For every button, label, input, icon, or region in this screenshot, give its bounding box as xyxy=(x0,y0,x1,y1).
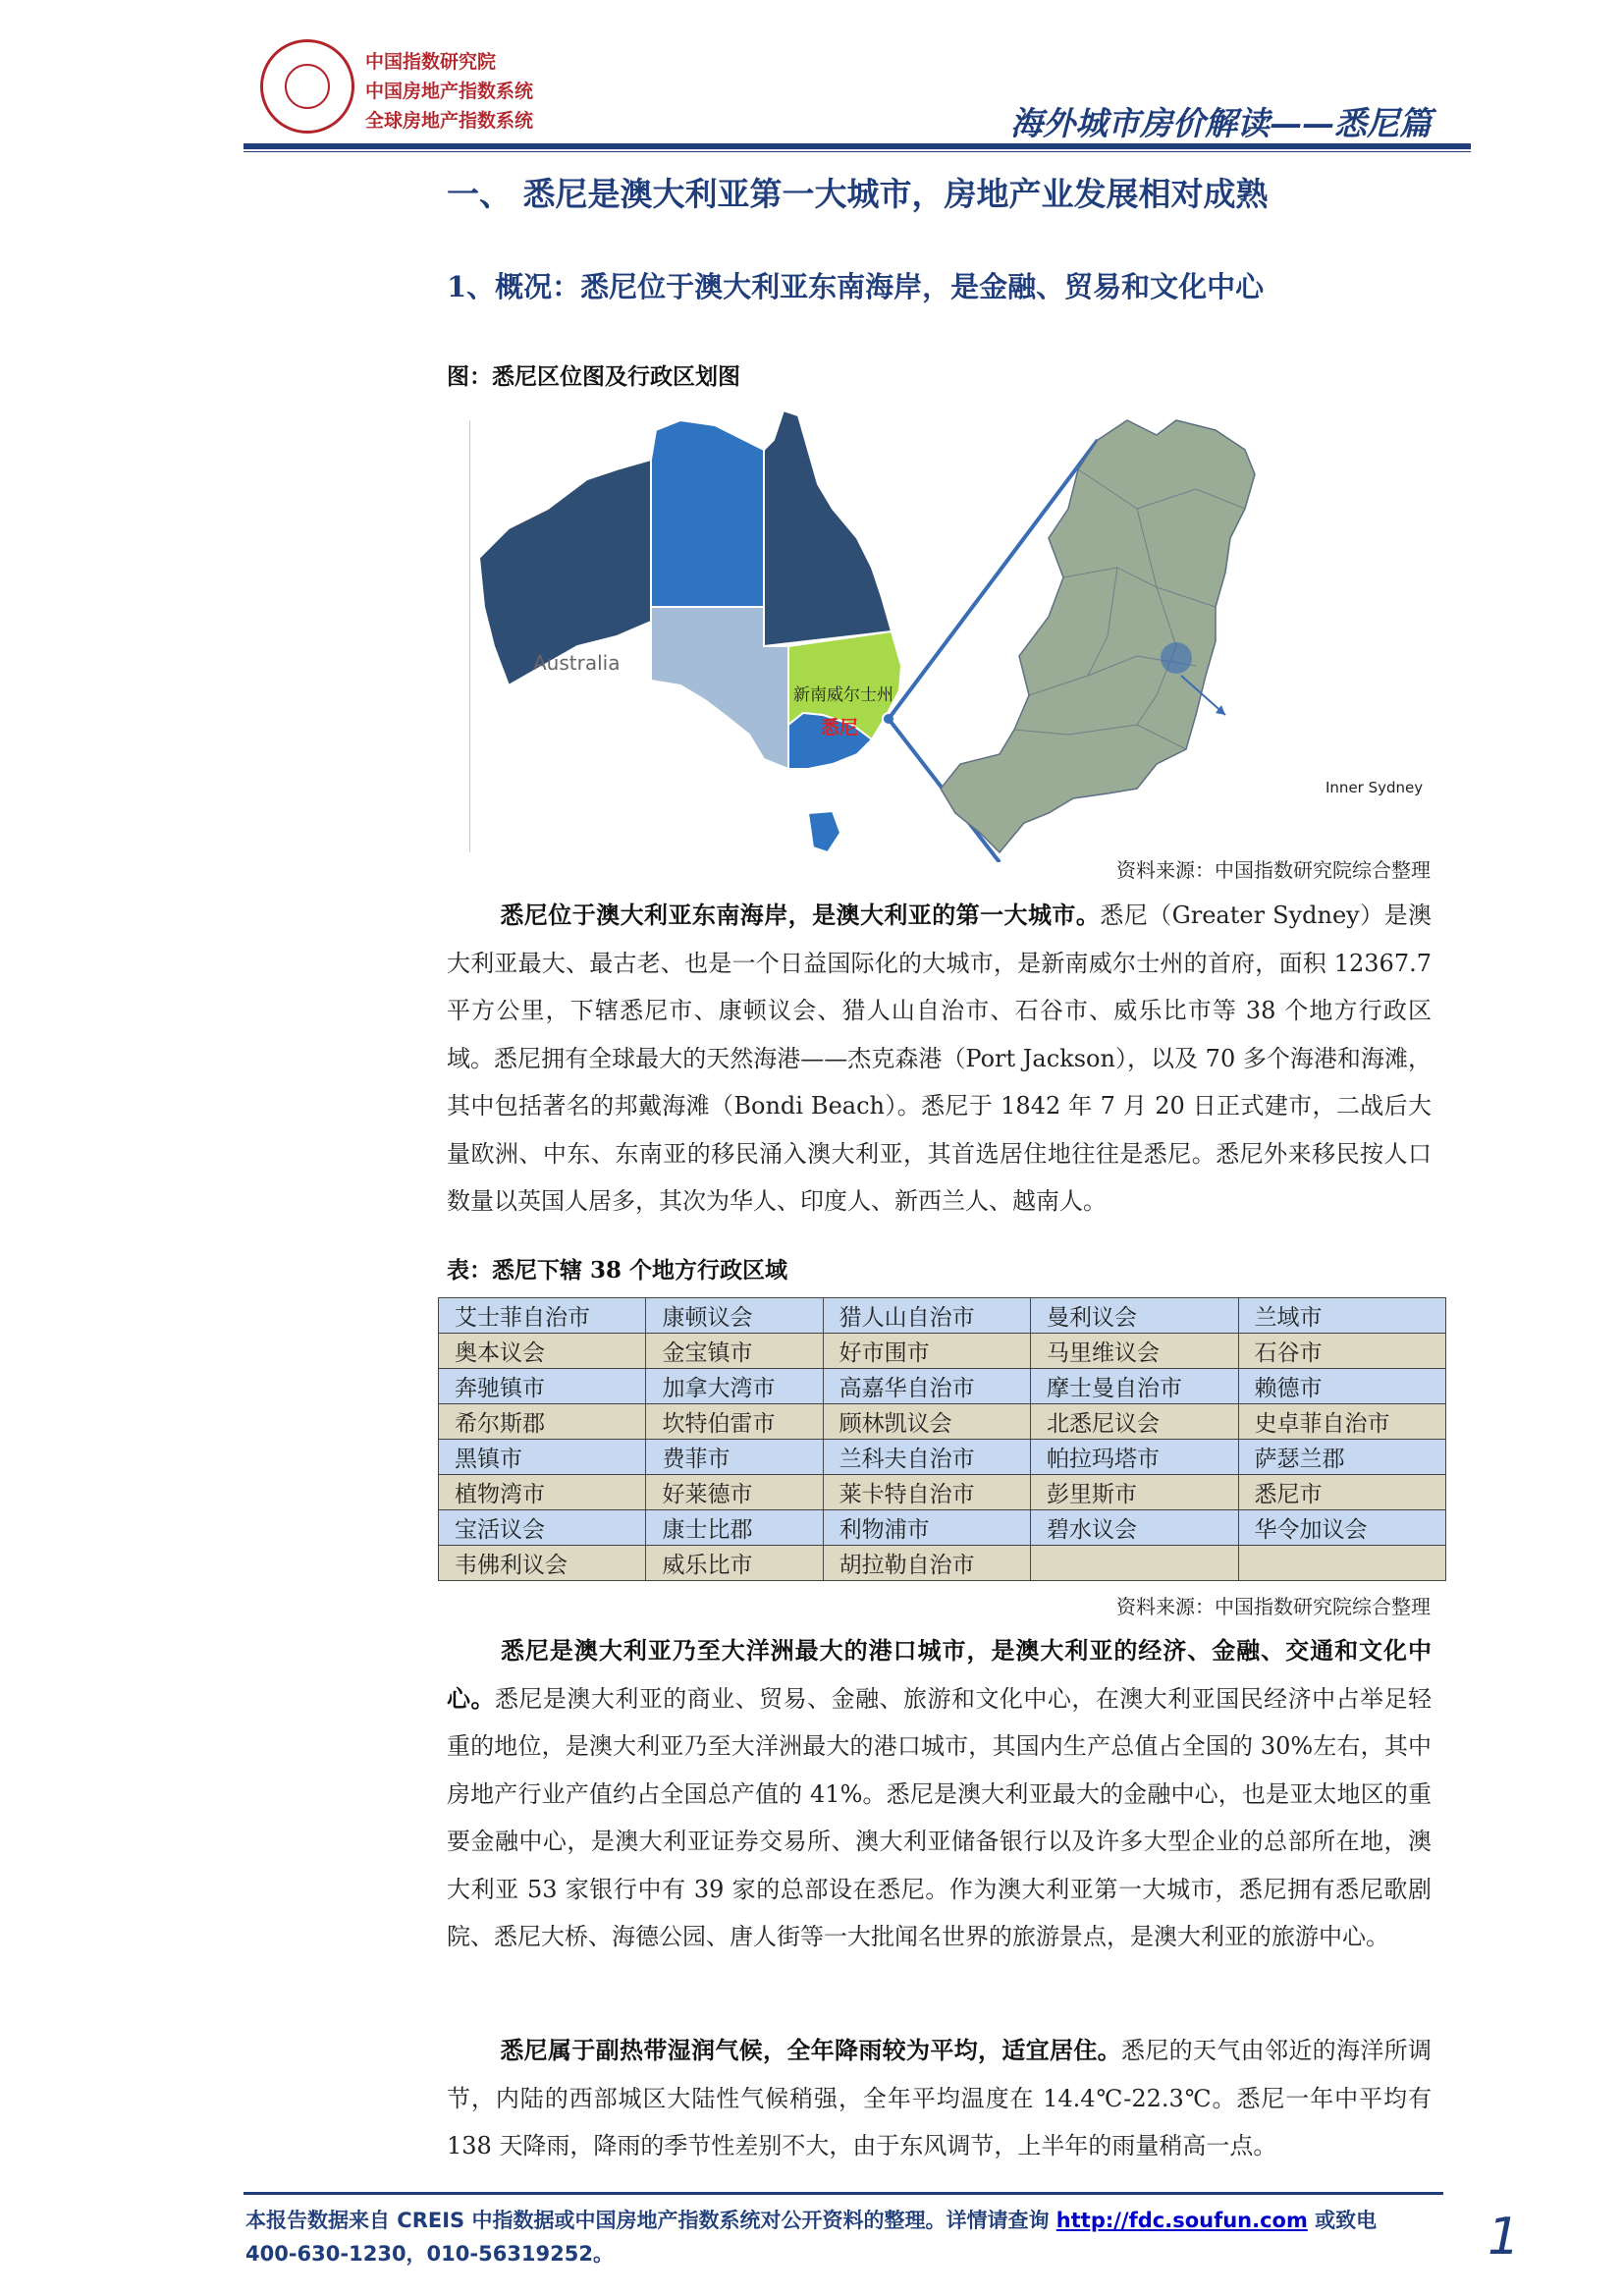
paragraph-climate-lead: 悉尼属于副热带湿润气候，全年降雨较为平均，适宜居住。 xyxy=(500,2036,1121,2064)
footer-note xyxy=(245,2204,1434,2270)
paragraph-overview-body: 悉尼（Greater Sydney）是澳大利亚最大、最古老、也是一个日益国际化的大城市，是新南威尔士州的首府，面积 12367.7 平方公里，下辖悉尼市、康顿议会、猎人山自治市、石谷市、威乐比市等 38 个地方行政区域。悉尼拥有全球最大的天然海港——杰克森港（Port Jackson），以及 70 多个海港和海滩，其中包括著名的邦戴海滩（Bondi Beach）。悉尼于 1842 年 7 月 20 日正式建市，二战后大量欧洲、中东、东南亚的移民涌入澳大利亚，其首选居住地往往是悉尼。悉尼外来移民按人口数量以英国人居多，其次为华人、印度人、新西兰人、越南人。 xyxy=(447,902,1433,1215)
table-cell: 帕拉玛塔市 xyxy=(1031,1440,1238,1475)
table-cell xyxy=(1238,1546,1446,1581)
greater-sydney-map xyxy=(941,420,1255,852)
northern-territory-region xyxy=(651,420,764,607)
table-cell: 好莱德市 xyxy=(646,1475,823,1510)
table-cell: 顾林凯议会 xyxy=(823,1404,1030,1440)
table-row xyxy=(439,1475,1446,1510)
paragraph-overview xyxy=(447,892,1432,1226)
table-row xyxy=(439,1440,1446,1475)
table-cell: 宝活议会 xyxy=(439,1510,646,1546)
table-cell: 利物浦市 xyxy=(823,1510,1030,1546)
table-row xyxy=(439,1510,1446,1546)
inner-sydney-label: Inner Sydney xyxy=(1325,779,1424,796)
table-row xyxy=(439,1334,1446,1369)
table-cell: 奔驰镇市 xyxy=(439,1369,646,1404)
paragraph-economy xyxy=(447,1627,1432,1961)
paragraph-overview-lead: 悉尼位于澳大利亚东南海岸，是澳大利亚的第一大城市。 xyxy=(500,901,1101,929)
table-cell: 悉尼市 xyxy=(1238,1475,1446,1510)
logo-emblem xyxy=(285,64,330,109)
footer-divider xyxy=(243,2192,1443,2195)
table-cell xyxy=(1031,1546,1238,1581)
table-cell: 好市围市 xyxy=(823,1334,1030,1369)
location-map-figure xyxy=(469,401,1451,862)
section-heading: 一、 悉尼是澳大利亚第一大城市，房地产业发展相对成熟 xyxy=(447,175,1269,213)
report-title: 海外城市房价解读——悉尼篇 xyxy=(1010,104,1432,142)
table-cell: 金宝镇市 xyxy=(646,1334,823,1369)
table-row xyxy=(439,1546,1446,1581)
table-cell: 坎特伯雷市 xyxy=(646,1404,823,1440)
table-cell: 北悉尼议会 xyxy=(1031,1404,1238,1440)
footer-text-b: 或致电 400-630-1230，010-56319252。 xyxy=(245,2209,1378,2266)
table-cell: 史卓菲自治市 xyxy=(1238,1404,1446,1440)
table-cell: 康士比郡 xyxy=(646,1510,823,1546)
paragraph-economy-lead: 悉尼是澳大利亚乃至大洋洲最大的港口城市，是澳大利亚的经济、金融、交通和文化中心。 xyxy=(447,1636,1432,1713)
table-caption: 表：悉尼下辖 38 个地方行政区域 xyxy=(447,1257,788,1284)
table-source: 资料来源：中国指数研究院综合整理 xyxy=(1116,1595,1431,1618)
australia-label: Australia xyxy=(533,651,621,675)
page-number: 1 xyxy=(1488,2208,1521,2267)
table-cell: 兰域市 xyxy=(1238,1298,1446,1334)
paragraph-climate-body: 悉尼的天气由邻近的海洋所调节，内陆的西部城区大陆性气候稍强，全年平均温度在 14.4℃-22.3℃。悉尼一年中平均有 138 天降雨，降雨的季节性差别不大，由于东风调节，上半年的雨量稍高一点。 xyxy=(447,2037,1432,2159)
table-cell: 加拿大湾市 xyxy=(646,1369,823,1404)
districts-table xyxy=(438,1297,1446,1581)
table-cell: 费菲市 xyxy=(646,1440,823,1475)
table-cell: 希尔斯郡 xyxy=(439,1404,646,1440)
table-cell: 奥本议会 xyxy=(439,1334,646,1369)
table-cell: 石谷市 xyxy=(1238,1334,1446,1369)
table-cell: 康顿议会 xyxy=(646,1298,823,1334)
header-divider-thin xyxy=(243,151,1471,152)
tasmania-region xyxy=(808,811,840,852)
org-name-2: 中国房地产指数系统 xyxy=(365,81,534,102)
figure-caption: 图：悉尼区位图及行政区划图 xyxy=(447,363,740,390)
table-cell: 赖德市 xyxy=(1238,1369,1446,1404)
nsw-label: 新南威尔士州 xyxy=(793,685,893,705)
table-cell: 植物湾市 xyxy=(439,1475,646,1510)
sydney-label: 悉尼 xyxy=(821,717,859,738)
table-cell: 摩士曼自治市 xyxy=(1031,1369,1238,1404)
table-cell: 韦佛利议会 xyxy=(439,1546,646,1581)
paragraph-economy-body: 悉尼是澳大利亚的商业、贸易、金融、旅游和文化中心，在澳大利亚国民经济中占举足轻重的地位，是澳大利亚乃至大洋洲最大的港口城市，其国内生产总值占全国的 30%左右，其中房地产行业产值约占全国总产值的 41%。悉尼是澳大利亚最大的金融中心，也是亚太地区的重要金融中心，是澳大利亚证券交易所、澳大利亚储备银行以及许多大型企业的总部所在地，澳大利亚 53 家银行中有 39 家的总部设在悉尼。作为澳大利亚第一大城市，悉尼拥有悉尼歌剧院、悉尼大桥、海德公园、唐人街等一大批闻名世界的旅游景点，是澳大利亚的旅游中心。 xyxy=(447,1684,1433,1950)
table-cell: 曼利议会 xyxy=(1031,1298,1238,1334)
table-cell: 莱卡特自治市 xyxy=(823,1475,1030,1510)
table-cell: 萨瑟兰郡 xyxy=(1238,1440,1446,1475)
table-cell: 华令加议会 xyxy=(1238,1510,1446,1546)
subsection-heading: 1、概况：悉尼位于澳大利亚东南海岸，是金融、贸易和文化中心 xyxy=(447,270,1265,303)
table-row xyxy=(439,1369,1446,1404)
org-name-3: 全球房地产指数系统 xyxy=(365,110,534,132)
footer-text-a: 本报告数据来自 CREIS 中指数据或中国房地产指数系统对公开资料的整理。详情请查询 xyxy=(245,2209,1056,2232)
paragraph-climate xyxy=(447,2027,1432,2170)
table-cell: 胡拉勒自治市 xyxy=(823,1546,1030,1581)
table-cell: 彭里斯市 xyxy=(1031,1475,1238,1510)
table-cell: 猎人山自治市 xyxy=(823,1298,1030,1334)
table-cell: 碧水议会 xyxy=(1031,1510,1238,1546)
table-cell: 威乐比市 xyxy=(646,1546,823,1581)
footer-link[interactable]: http://fdc.soufun.com xyxy=(1055,2209,1308,2232)
org-name-1: 中国指数研究院 xyxy=(365,51,497,73)
table-cell: 兰科夫自治市 xyxy=(823,1440,1030,1475)
inner-sydney-highlight xyxy=(1161,642,1192,674)
header-divider xyxy=(243,143,1471,149)
queensland-region xyxy=(764,410,892,646)
australia-and-sydney-map xyxy=(469,401,1451,862)
table-row xyxy=(439,1298,1446,1334)
table-row xyxy=(439,1404,1446,1440)
figure-source: 资料来源：中国指数研究院综合整理 xyxy=(1116,858,1431,882)
table-cell: 艾士菲自治市 xyxy=(439,1298,646,1334)
table-cell: 马里维议会 xyxy=(1031,1334,1238,1369)
table-cell: 高嘉华自治市 xyxy=(823,1369,1030,1404)
table-cell: 黑镇市 xyxy=(439,1440,646,1475)
